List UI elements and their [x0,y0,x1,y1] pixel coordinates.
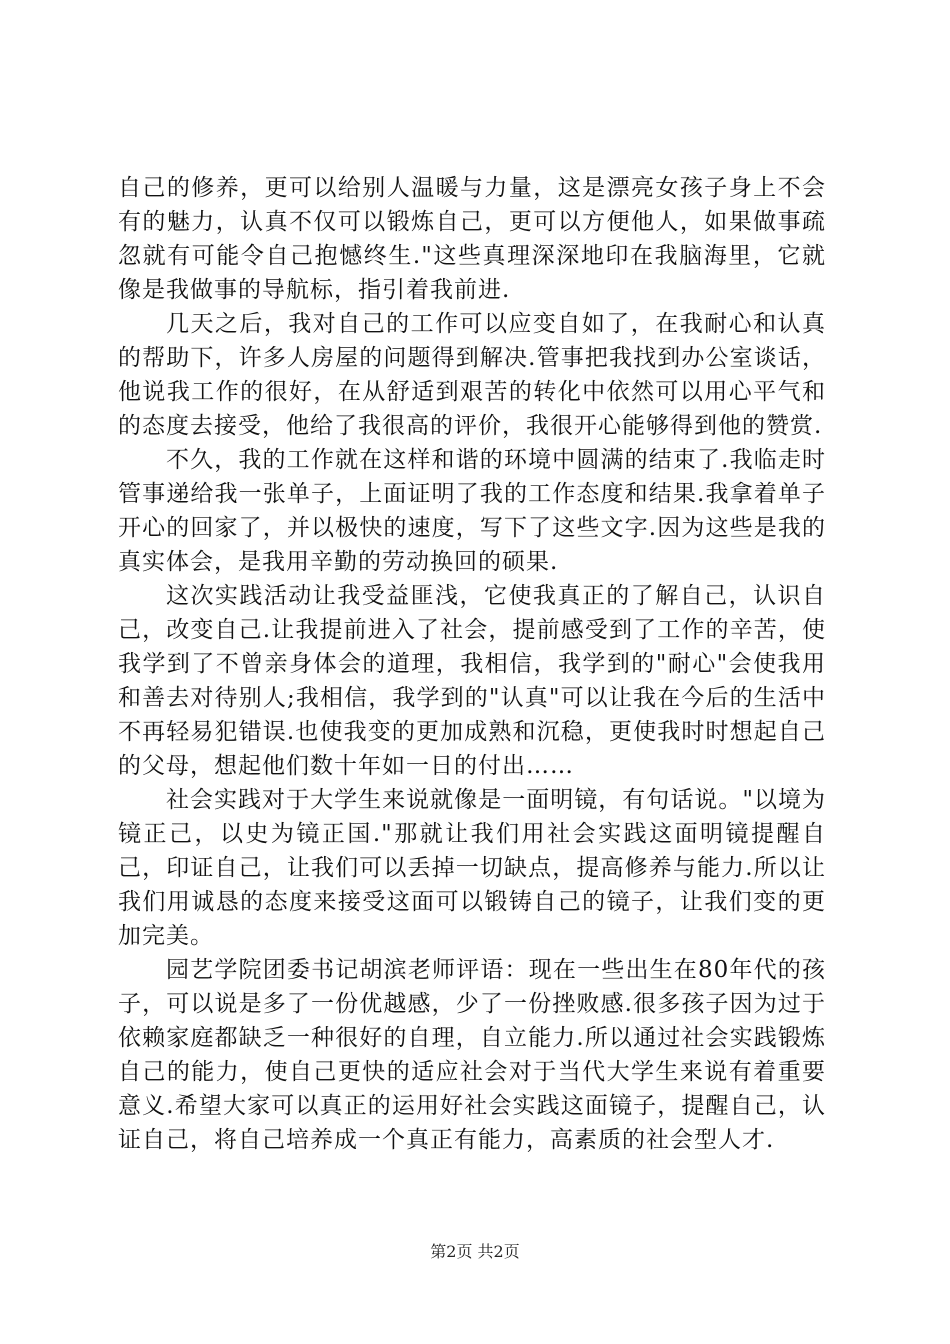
paragraph-6: 园艺学院团委书记胡滨老师评语：现在一些出生在80年代的孩子，可以说是多了一份优越感，少了一份挫败感.很多孩子因为过于依赖家庭都缺乏一种很好的自理，自立能力.所以通过社会实践锻炼自己的能力，使自己更快的适应社会对于当代大学生来说有着重要意义.希望大家可以真正的运用好社会实践这面镜子，提醒自己，认证自己，将自己培养成一个真正有能力，高素质的社会型人才. [118,957,826,1153]
document-body [118,171,826,1157]
paragraph-5: 社会实践对于大学生来说就像是一面明镜，有句话说。"以境为镜正己，以史为镜正国."那就让我们用社会实践这面明镜提醒自己，印证自己，让我们可以丢掉一切缺点，提高修养与能力.所以让我们用诚恳的态度来接受这面可以锻铸自己的镜子，让我们变的更加完美。 [118,787,826,949]
paragraph-1: 自己的修养，更可以给别人温暖与力量，这是漂亮女孩子身上不会有的魅力，认真不仅可以锻炼自己，更可以方便他人，如果做事疏忽就有可能令自己抱憾终生."这些真理深深地印在我脑海里，它就像是我做事的导航标，指引着我前进. [118,175,826,303]
paragraph-4: 这次实践活动让我受益匪浅，它使我真正的了解自己，认识自己，改变自己.让我提前进入了社会，提前感受到了工作的辛苦，使我学到了不曾亲身体会的道理，我相信，我学到的"耐心"会使我用和善去对待别人;我相信，我学到的"认真"可以让我在今后的生活中不再轻易犯错误.也使我变的更加成熟和沉稳，更使我时时想起自己的父母，想起他们数十年如一日的付出…… [118,583,826,779]
paragraph-3: 不久，我的工作就在这样和谐的环境中圆满的结束了.我临走时管事递给我一张单子，上面证明了我的工作态度和结果.我拿着单子开心的回家了，并以极快的速度，写下了这些文字.因为这些是我的真实体会，是我用辛勤的劳动换回的硕果. [118,447,826,575]
page-footer: 第2页 共2页 [430,1242,520,1261]
paragraph-2: 几天之后，我对自己的工作可以应变自如了，在我耐心和认真的帮助下，许多人房屋的问题得到解决.管事把我找到办公室谈话，他说我工作的很好，在从舒适到艰苦的转化中依然可以用心平气和的态度去接受，他给了我很高的评价，我很开心能够得到他的赞赏. [118,311,826,439]
